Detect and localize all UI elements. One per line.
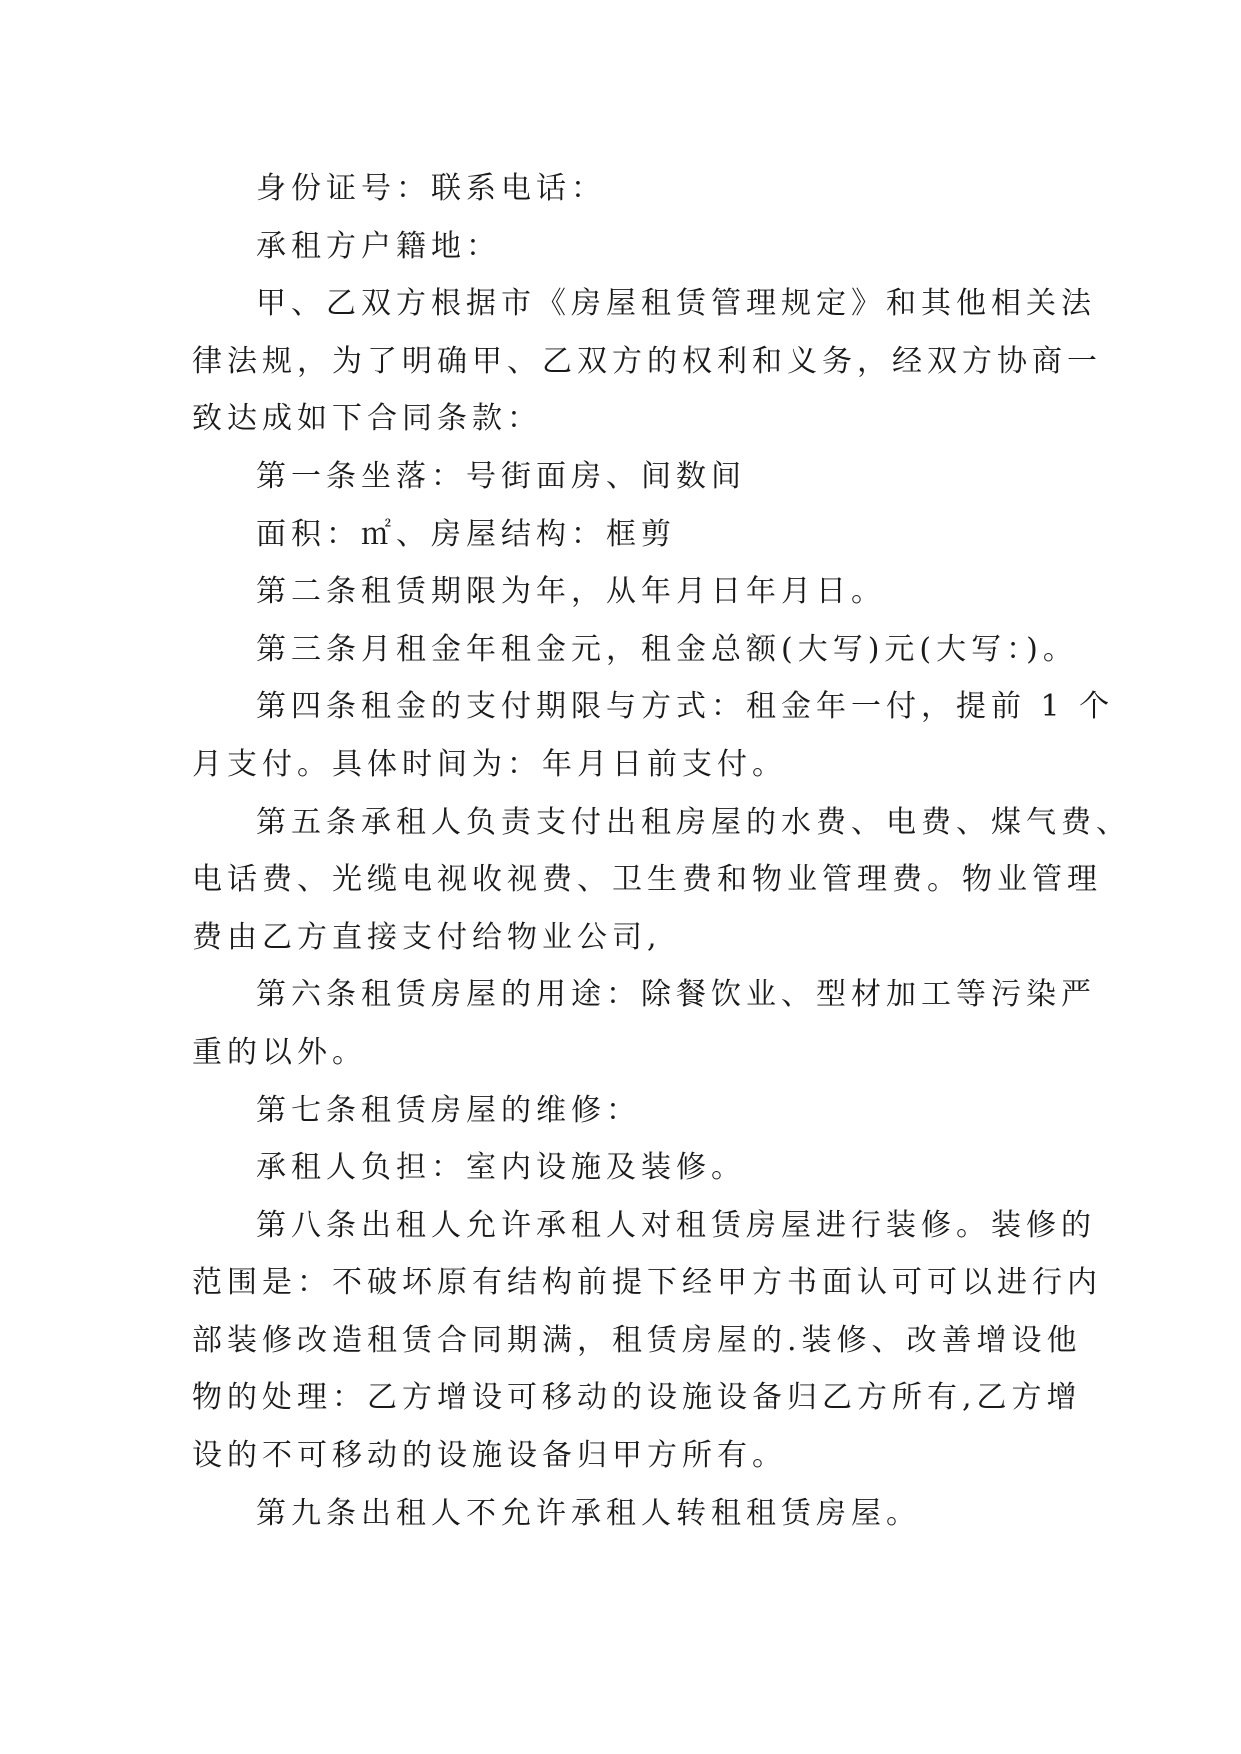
paragraph (192, 1139, 1072, 1197)
paragraph (192, 275, 1102, 448)
paragraph-line: 费由乙方直接支付给物业公司, (192, 919, 662, 955)
paragraph-line: 第五条承租人负责支付出租房屋的水费、电费、煤气费、 (256, 804, 1131, 840)
paragraph-line: 承租人负担：室内设施及装修。 (256, 1150, 746, 1186)
paragraph-line: 设的不可移动的设施设备归甲方所有。 (192, 1438, 787, 1474)
paragraph (192, 160, 1072, 218)
paragraph (192, 1197, 1102, 1485)
paragraph-line: 第四条租金的支付期限与方式：租金年一付，提前 1 个 (256, 689, 1115, 725)
paragraph-line: 致达成如下合同条款： (192, 401, 542, 437)
paragraph-line: 面积：㎡、房屋结构：框剪 (256, 516, 676, 552)
paragraph (192, 448, 1072, 506)
paragraph-line: 第三条月租金年租金元，租金总额(大写)元(大写：)。 (256, 631, 1078, 667)
contract-body (192, 160, 1131, 1542)
paragraph (192, 794, 1131, 967)
paragraph-line: 范围是：不破坏原有结构前提下经甲方书面认可可以进行内 (192, 1265, 1102, 1301)
paragraph-line: 律法规，为了明确甲、乙双方的权利和义务，经双方协商一 (192, 343, 1102, 379)
paragraph-line: 第九条出租人不允许承租人转租租赁房屋。 (256, 1495, 921, 1531)
paragraph-line: 物的处理：乙方增设可移动的设施设备归乙方所有,乙方增 (192, 1380, 1082, 1416)
paragraph-line: 第一条坐落：号街面房、间数间 (256, 458, 746, 494)
paragraph-line: 身份证号：联系电话： (256, 171, 606, 206)
paragraph-line: 第八条出租人允许承租人对租赁房屋进行装修。装修的 (256, 1207, 1096, 1243)
paragraph-line: 部装修改造租赁合同期满，租赁房屋的.装修、改善增设他 (192, 1322, 1082, 1358)
paragraph (192, 1082, 1072, 1140)
paragraph (192, 506, 1072, 564)
paragraph (192, 678, 1115, 793)
paragraph-line: 第二条租赁期限为年，从年月日年月日。 (256, 574, 886, 610)
paragraph (192, 563, 1072, 621)
paragraph (192, 1485, 1072, 1543)
paragraph (192, 621, 1078, 679)
paragraph-line: 甲、乙双方根据市《房屋租赁管理规定》和其他相关法 (256, 286, 1096, 322)
paragraph-line: 电话费、光缆电视收视费、卫生费和物业管理费。物业管理 (192, 862, 1102, 898)
paragraph-line: 月支付。具体时间为：年月日前支付。 (192, 746, 787, 782)
paragraph (192, 218, 1072, 276)
paragraph-line: 重的以外。 (192, 1034, 367, 1070)
paragraph-line: 第六条租赁房屋的用途：除餐饮业、型材加工等污染严 (256, 977, 1096, 1013)
paragraph-line: 承租方户籍地： (256, 228, 501, 264)
paragraph (192, 966, 1096, 1081)
paragraph-line: 第七条租赁房屋的维修： (256, 1092, 641, 1128)
